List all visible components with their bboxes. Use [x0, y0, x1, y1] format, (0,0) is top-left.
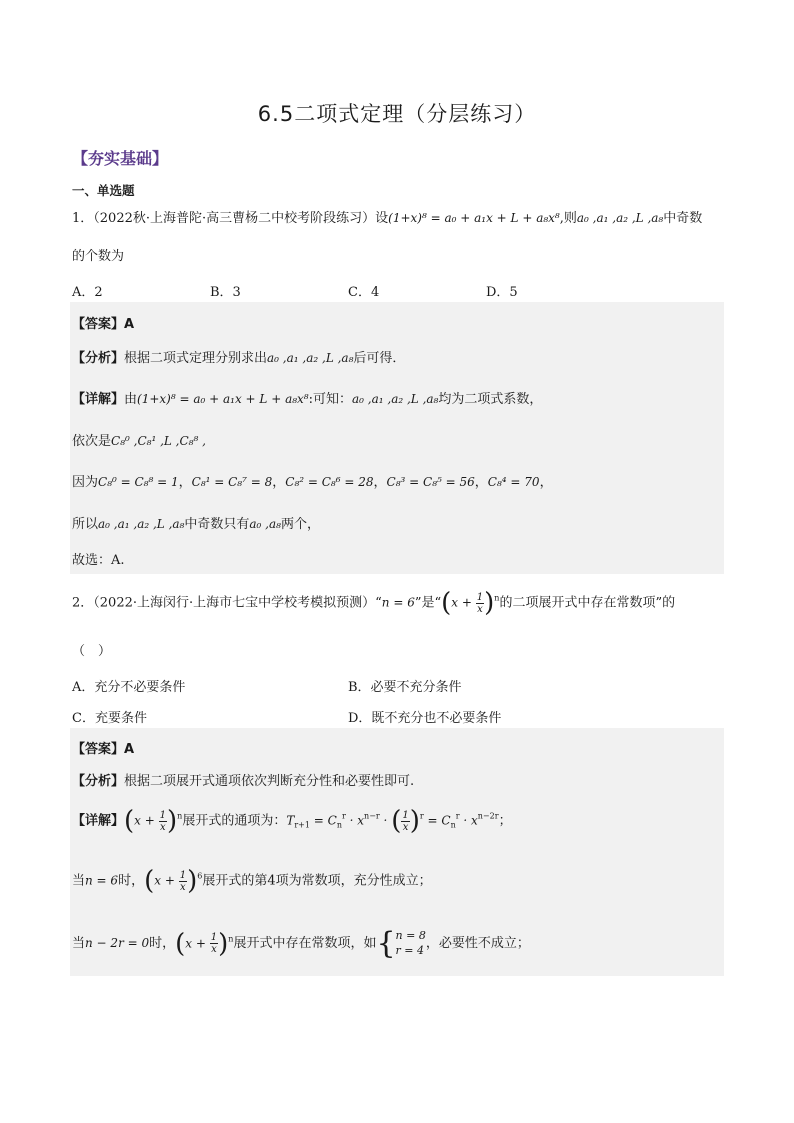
q1-number: 1．	[72, 211, 94, 226]
q1-detail-b: :可知：	[308, 392, 352, 407]
q1-so-coeffs: a₀ ,a₁ ,a₂ ,L ,a₈	[98, 517, 185, 531]
q2-case2-cond: n − 2r = 0	[85, 936, 150, 950]
q2-detail-a: 展开式的通项为：	[182, 813, 287, 829]
q2-case2-b: 时，	[149, 936, 176, 951]
q2-case1-binomial: (x + $\frac{1}{x}$ )$^6$	[144, 866, 203, 896]
q1-eq4: C₈³ = C₈⁵ = 56	[386, 475, 475, 489]
q1-stem-line2: 的个数为	[72, 249, 125, 264]
q2-binomial: (x + $\frac{1}{x}$ )$^n$	[441, 588, 500, 618]
q2-stem-c: 的二项展开式中存在常数项”的	[499, 595, 676, 611]
q1-detail-c: 均为二项式系数，	[438, 392, 543, 407]
q2-stem	[72, 590, 675, 616]
q1-values: 因为C₈⁰ = C₈⁸ = 1，C₈¹ = C₈⁷ = 8，C₈² = C₈⁶ = 28，C₈³ = C₈⁵ = 56，C₈⁴ = 70，	[72, 475, 553, 490]
q1-so-c: a₀ ,a₈	[249, 517, 281, 531]
q1-seq-expr: C₈⁰ ,C₈¹ ,L ,C₈⁸ ,	[111, 434, 206, 448]
q1-detail-a: 由	[124, 392, 138, 407]
q1-so-d: 两个，	[280, 517, 320, 532]
q1-analysis	[72, 347, 405, 366]
q2-case1	[72, 866, 432, 896]
section-subhead: 一、单选题	[72, 183, 135, 198]
q2-general-term: $T_{r+1} = C_n^r \cdot x^{n-r}$ · ( $\frac{1}{x}$ )$^r = C_n^r \cdot x^{n-2r}$	[286, 806, 499, 836]
q2-case2-d: ，必要性不成立；	[425, 936, 530, 951]
q2-analysis-text: 根据二项展开式通项依次判断充分性和必要性即可.	[124, 774, 415, 789]
q2-source: （2022·上海闵行·上海市七宝中学校考模拟预测）	[93, 595, 376, 611]
q1-option-b[interactable]: B．3	[210, 285, 241, 300]
q2-case2: 当n − 2r = 0时，(x + $\frac{1}{x}$ )$^n$展开式中存在常数项，如{ n = 8 r = 4 ，必要性不成立；	[72, 926, 530, 961]
q2-condition: n = 6	[381, 595, 415, 610]
q1-so-a: 所以	[72, 517, 99, 532]
q2-case2-a: 当	[72, 936, 86, 951]
q1-stem-c: 中奇数	[663, 211, 703, 226]
section-label: 【夯实基础】	[72, 149, 169, 168]
q2-answer: 【答案】A	[72, 742, 135, 757]
q2-stem-b: ”是“	[414, 595, 442, 611]
q1-eq5: C₈⁴ = 70	[487, 475, 540, 489]
q2-case1-b: 时，	[118, 873, 145, 889]
q2-detail	[72, 806, 512, 836]
q1-answer: 【答案】A	[72, 317, 135, 332]
q1-analysis-text-a: 根据二项式定理分别求出	[124, 351, 268, 366]
q1-detail-tag: 【详解】	[72, 392, 125, 407]
q1-sequence	[72, 430, 206, 449]
q1-coefficients: a₀ ,a₁ ,a₂ ,L ,a₈	[576, 211, 664, 225]
q2-option-b[interactable]: B．必要不充分条件	[348, 680, 462, 695]
q1-seq-a: 依次是	[72, 434, 112, 449]
q1-stem	[72, 212, 702, 225]
q1-option-d[interactable]: D．5	[486, 285, 518, 300]
page-title: 6.5二项式定理（分层练习）	[257, 102, 537, 126]
q2-solution-box	[70, 728, 724, 976]
q2-paren: （ ）	[72, 644, 112, 659]
q2-analysis-tag: 【分析】	[72, 774, 125, 789]
q2-detail-binomial: (x + $\frac{1}{x}$ )$^n$	[124, 806, 183, 836]
q1-source: （2022秋·上海普陀·高三曹杨二中校考阶段练习）	[93, 211, 376, 226]
q1-because: 因为	[72, 475, 99, 490]
q1-option-a[interactable]: A．2	[72, 285, 103, 300]
q1-stem-b: ,则	[559, 211, 577, 226]
q1-option-c[interactable]: C．4	[348, 285, 380, 300]
q1-choose: 故选：A.	[72, 553, 125, 568]
q1-detail-coeffs: a₀ ,a₁ ,a₂ ,L ,a₈	[352, 392, 439, 406]
q2-case1-a: 当	[72, 873, 86, 889]
q2-case2-binomial: (x + $\frac{1}{x}$ )$^n$	[175, 928, 234, 959]
q1-eq3: C₈² = C₈⁶ = 28	[285, 475, 374, 489]
q1-conclusion	[72, 513, 320, 532]
q1-analysis-tag: 【分析】	[72, 351, 125, 366]
q1-expression: (1+x)⁸ = a₀ + a₁x + L + a₈x⁸	[388, 211, 560, 225]
q2-case2-system: n = 8 r = 4	[395, 928, 426, 957]
q2-option-a[interactable]: A．充分不必要条件	[72, 680, 186, 695]
q2-analysis	[72, 770, 414, 789]
q2-detail-tag: 【详解】	[72, 813, 125, 829]
q1-eq2: C₈¹ = C₈⁷ = 8	[191, 475, 273, 489]
q1-analysis-text-b: 后可得．	[353, 351, 406, 366]
q2-case1-cond: n = 6	[85, 873, 119, 888]
q1-eq1: C₈⁰ = C₈⁸ = 1	[98, 475, 179, 489]
q2-detail-end: ；	[498, 813, 512, 829]
q1-analysis-coeffs: a₀ ,a₁ ,a₂ ,L ,a₈	[267, 351, 354, 365]
q1-solution-box	[70, 302, 724, 574]
q2-stem-a: “	[375, 595, 382, 611]
q2-option-d[interactable]: D．既不充分也不必要条件	[348, 711, 502, 726]
q2-case1-c: 展开式的第4项为常数项，充分性成立；	[202, 873, 432, 889]
q1-detail-expr: (1+x)⁸ = a₀ + a₁x + L + a₈x⁸	[137, 392, 309, 406]
q2-option-c[interactable]: C．充要条件	[72, 711, 147, 726]
q1-stem-a: 设	[375, 211, 389, 226]
q2-case2-c: 展开式中存在常数项，如	[233, 936, 377, 951]
q1-so-b: 中奇数只有	[184, 517, 250, 532]
q1-detail	[72, 388, 542, 407]
q2-number: 2．	[72, 595, 94, 611]
